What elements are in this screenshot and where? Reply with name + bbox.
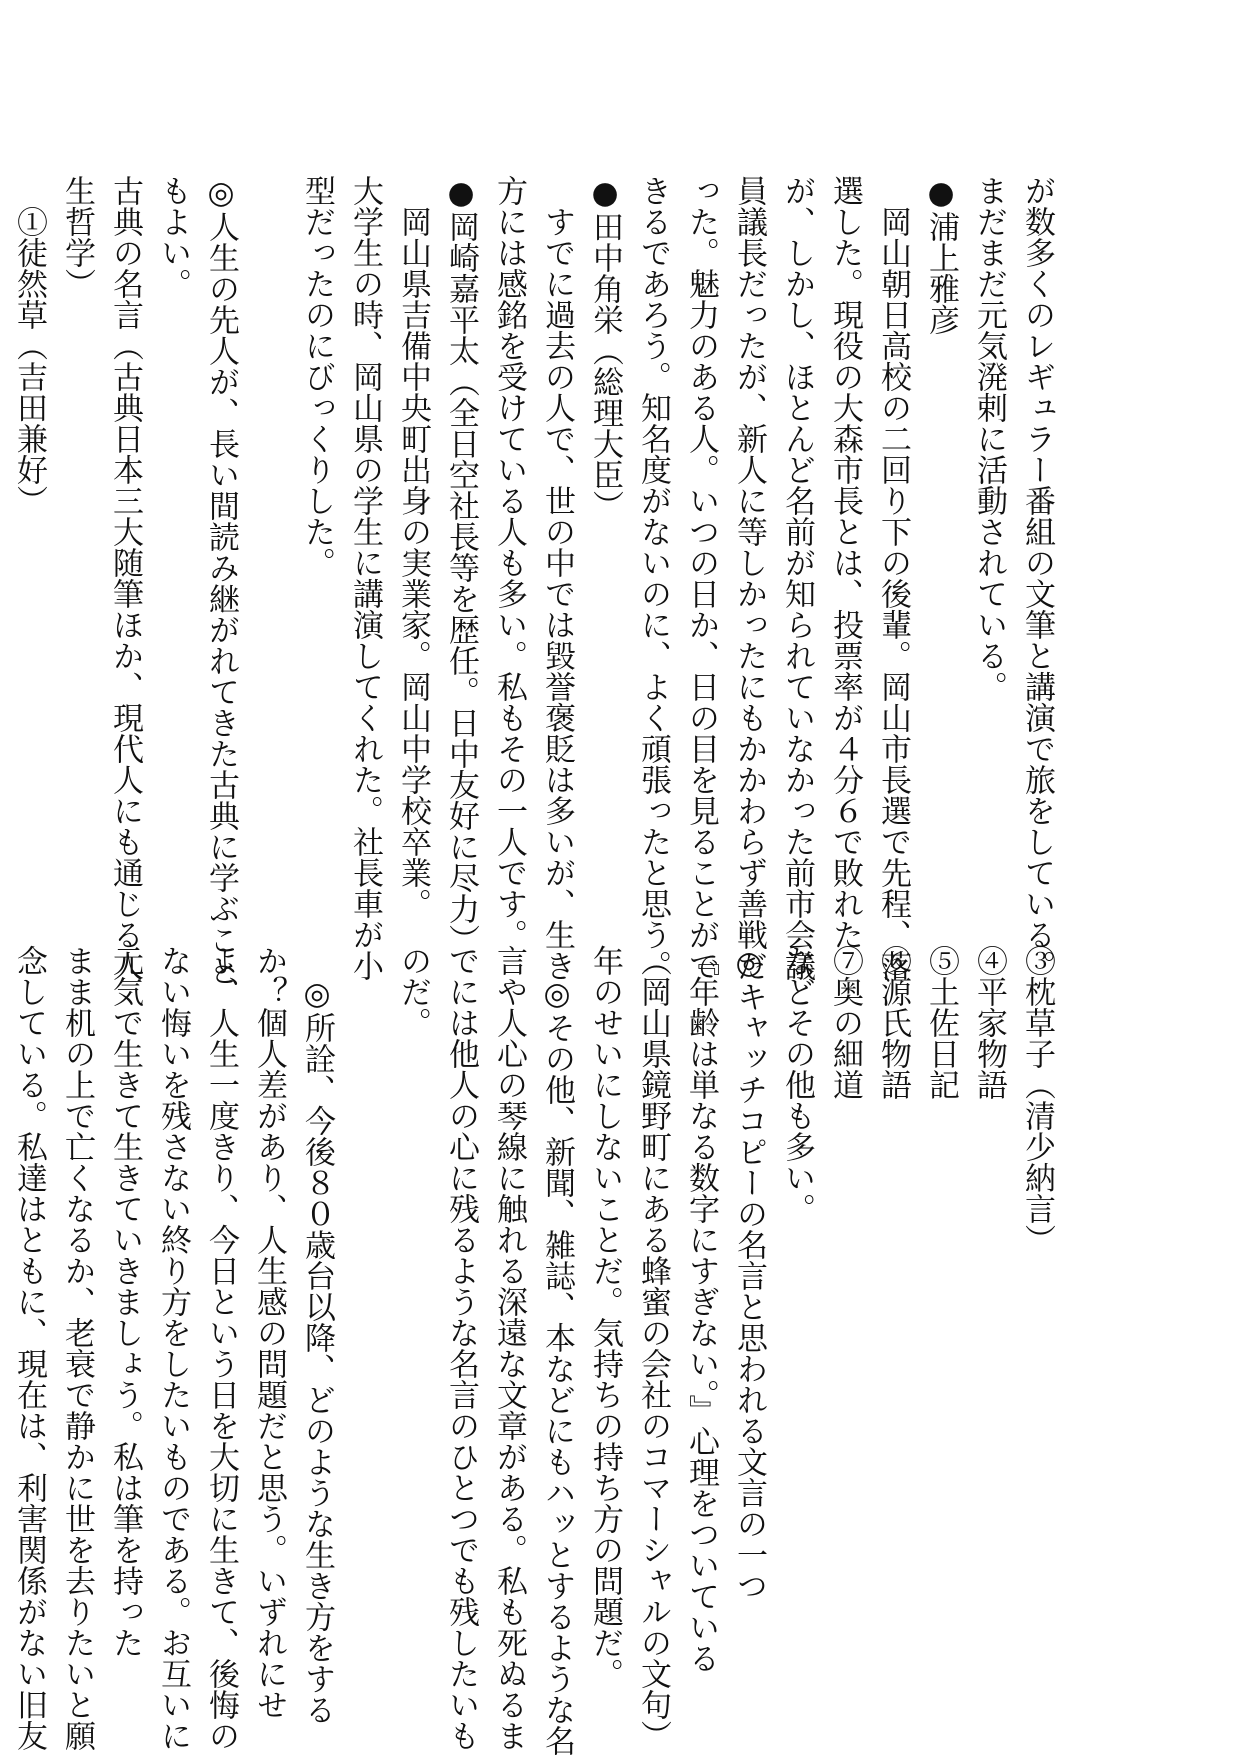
text-line: ◎人生の先人が、長い間読み継がれてきた古典に学ぶこと	[203, 175, 239, 986]
text-line: ◎キャッチコピーの名言と思われる文言の一つ	[731, 945, 767, 1601]
text-line: 『年齢は単なる数字にすぎない。』心理をついている	[683, 945, 719, 1674]
text-line: 員議長だったが、新人に等しかったにもかかわらず善戦だ	[731, 175, 767, 981]
text-line: もよい。	[155, 175, 191, 299]
text-line: 元気で生きて生きていきましょう。私は筆を持った	[107, 945, 143, 1658]
text-line	[0, 945, 5, 1585]
text-line: 念している。私達はともに、現在は、利害関係がない旧友	[11, 945, 47, 1751]
text-line: ①徒然草（吉田兼好）	[11, 175, 47, 516]
upper-text-block	[0, 175, 1061, 986]
text-line: などその他も多い。	[779, 945, 815, 1224]
text-line: ⑦奥の細道	[827, 945, 863, 1100]
text-line: が、しかし、ほとんど名前が知られていなかった前市会議	[779, 175, 815, 981]
text-line: まだまだ元気溌剌に活動されている。	[971, 175, 1007, 702]
text-line: ●岡崎嘉平太（全日空社長等を歴任。日中友好に尽力）	[443, 175, 479, 955]
text-line: よ、人生一度きり、今日という日を大切に生きて、後悔の	[203, 945, 239, 1751]
text-line: 古典の名言（古典日本三大随筆ほか、現代人にも通じる人	[107, 175, 143, 981]
text-line: のだ。	[395, 945, 431, 1038]
text-line: きるであろう。知名度がないのに、よく頑張ったと思う。	[635, 175, 671, 981]
text-line: すでに過去の人で、世の中では毀誉褒貶は多いが、生き	[539, 175, 575, 981]
text-line: 岡山県吉備中央町出身の実業家。岡山中学校卒業。	[395, 175, 431, 919]
text-line: ③枕草子（清少納言）	[1019, 945, 1055, 1255]
text-line: ◎所詮、今後８０歳台以降、どのような生き方をする	[299, 945, 335, 1725]
text-line: ⑥源氏物語	[875, 945, 911, 1100]
text-line: ④平家物語	[971, 945, 1007, 1100]
text-line: 岡山朝日高校の二回り下の後輩。岡山市長選で先程、落	[875, 175, 911, 981]
text-line: でには他人の心に残るような名言のひとつでも残したいも	[443, 945, 479, 1751]
lower-text-block	[0, 945, 1061, 1756]
text-line: まま机の上で亡くなるか、老衰で静かに世を去りたいと願	[59, 945, 95, 1751]
text-line: 型だったのにびっくりした。	[299, 175, 335, 578]
text-line: ●田中角栄（総理大臣）	[587, 175, 623, 521]
text-line	[245, 175, 293, 915]
text-line: 生哲学）	[59, 175, 95, 299]
text-line: ⑤土佐日記	[923, 945, 959, 1100]
text-line	[341, 945, 389, 1585]
text-line: 方には感銘を受けている人も多い。私もその一人です。	[491, 175, 527, 950]
text-line: ない悔いを残さない終り方をしたいものである。お互いに	[155, 945, 191, 1751]
text-line: 選した。現役の大森市長とは、投票率が４分６で敗れた	[827, 175, 863, 950]
text-line: 言や人心の琴線に触れる深遠な文章がある。私も死ぬるま	[491, 945, 527, 1751]
text-line: 年のせいにしないことだ。気持ちの持ち方の問題だ。	[587, 945, 623, 1689]
text-line: が数多くのレギュラー番組の文筆と講演で旅をしている。	[1019, 175, 1055, 981]
text-line: ●浦上雅彦	[923, 175, 959, 335]
text-line	[0, 175, 5, 915]
text-line: か？個人差があり、人生感の問題だと思う。いずれにせ	[251, 945, 287, 1720]
text-line: 大学生の時、岡山県の学生に講演してくれた。社長車が小	[347, 175, 383, 981]
text-line: った。魅力のある人。いつの日か、日の目を見ることがで	[683, 175, 719, 981]
text-line: （岡山県鏡野町にある蜂蜜の会社のコマーシャルの文句）	[635, 945, 671, 1751]
text-line: ◎その他、新聞、雑誌、本などにもハッとするような名	[539, 945, 575, 1756]
